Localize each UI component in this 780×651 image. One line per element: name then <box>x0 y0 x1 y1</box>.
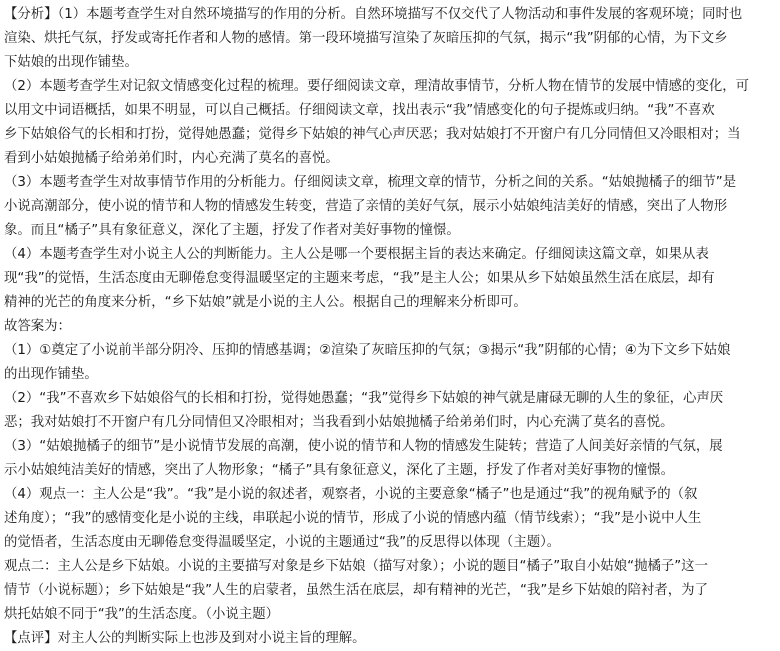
text-line-analysis-2-d: 看到小姑娘抛橘子给弟弟们时，内心充满了莫名的喜悦。 <box>4 151 339 166</box>
text-line-answer-2-b: 恶；我对姑娘打不开窗户有几分同情但又冷眼相对；当我看到小姑娘抛橘子给弟弟们时，内心充满了莫名的喜悦。 <box>4 415 674 430</box>
text-line-analysis-2-c: 乡下姑娘俗气的长相和打扮，觉得她愚蠢；觉得乡下姑娘的神气心声厌恶；我对姑娘打不开窗户有几分同情但又冷眼相对；当 <box>4 127 741 142</box>
text-line-answer-4-a: （4）观点一：主人公是“我”。“我”是小说的叙述者，观察者，小说的主要意象“橘子”也是通过“我”的视角赋予的（叙 <box>4 487 698 502</box>
text-line-comment: 【点评】对主人公的判断实际上也涉及到对小说主旨的理解。 <box>4 631 366 646</box>
text-line-analysis-2-b: 以用文中词语概括，如果不明显，可以自己概括。仔细阅读文章，找出表示“我”情感变化的句子提炼或归纳。“我”不喜欢 <box>4 103 715 118</box>
text-line-answer-3-a: （3）“姑娘抛橘子的细节”是小说情节发展的高潮，使小说的情节和人物的情感发生陡转；营造了人间美好亲情的气氛，展 <box>4 439 723 454</box>
text-line-analysis-3-b: 小说高潮部分，使小说的情节和人物的情感发生转变，营造了亲情的美好气氛，展示小姑娘纯洁美好的情感，突出了人物形 <box>4 199 728 214</box>
text-line-analysis-4-c: 精神的光芒的角度来分析，“乡下姑娘”就是小说的主人公。根据自己的理解来分析即可。 <box>4 295 527 310</box>
text-line-analysis-4-a: （4）本题考查学生对小说主人公的判断能力。主人公是哪一个要根据主旨的表达来确定。仔细阅读这篇文章，如果从表 <box>4 247 709 262</box>
text-line-view-2-a: 观点二：主人公是乡下姑娘。小说的主要描写对象是乡下姑娘（描写对象）；小说的题目“橘子”取自小姑娘“抛橘子”这一 <box>4 559 708 574</box>
text-line-analysis-3-c: 象。而且“橘子”具有象征意义，深化了主题，抒发了作者对美好事物的憧憬。 <box>4 223 460 238</box>
text-line-analysis-3-a: （3）本题考查学生对故事情节作用的分析能力。仔细阅读文章，梳理文章的情节，分析之间的关系。“姑娘抛橘子的细节”是 <box>4 175 737 190</box>
text-line-view-2-c: 烘托姑娘不同于“我”的生活态度。（小说主题） <box>4 607 279 622</box>
text-line-analysis-4-b: 现“我”的觉悟，生活态度由无聊倦怠变得温暖坚定的主题来考虑，“我”是主人公；如果从乡下姑娘虽然生活在底层，却有 <box>4 271 715 286</box>
text-line-analysis-2-a: （2）本题考查学生对记叙文情感变化过程的梳理。要仔细阅读文章，理清故事情节，分析人物在情节的发展中情感的变化，可 <box>4 79 749 94</box>
text-line-answer-3-b: 示小姑娘纯洁美好的情感，突出了人物形象；“橘子”具有象征意义，深化了主题，抒发了作者对美好事物的憧憬。 <box>4 463 675 478</box>
text-line-analysis-1-a: 【分析】（1）本题考查学生对自然环境描写的作用的分析。自然环境描写不仅交代了人物活动和事件发展的客观环境；同时也 <box>4 7 743 22</box>
text-line-analysis-1-c: 下姑娘的出现作铺垫。 <box>4 55 138 70</box>
text-line-answer-heading: 故答案为： <box>4 319 71 334</box>
text-line-answer-2-a: （2）“我”不喜欢乡下姑娘俗气的长相和打扮，觉得她愚蠢；“我”觉得乡下姑娘的神气就是庸碌无聊的人生的象征，心声厌 <box>4 391 724 406</box>
text-line-analysis-1-b: 渲染、烘托气氛，抒发或寄托作者和人物的感情。第一段环境描写渲染了灰暗压抑的气氛，揭示“我”阴郁的心情，为下文乡 <box>4 31 728 46</box>
text-line-answer-4-b: 述角度）；“我”的感情变化是小说的主线，串联起小说的情节，形成了小说的情感内蕴（情节线索）；“我”是小说中人生 <box>4 511 702 526</box>
text-line-answer-1-a: （1）①奠定了小说前半部分阴冷、压抑的情感基调；②渲染了灰暗压抑的气氛；③揭示“我”阴郁的心情；④为下文乡下姑娘 <box>4 343 731 358</box>
text-line-answer-4-c: 的觉悟者，生活态度由无聊倦怠变得温暖坚定，小说的主题通过“我”的反思得以体现（主题）。 <box>4 535 561 550</box>
text-line-view-2-b: 情节（小说标题）；乡下姑娘是“我”人生的启蒙者，虽然生活在底层，却有精神的光芒，“我”是乡下姑娘的陪衬者，为了 <box>4 583 708 598</box>
text-line-answer-1-b: 的出现作铺垫。 <box>4 367 98 382</box>
